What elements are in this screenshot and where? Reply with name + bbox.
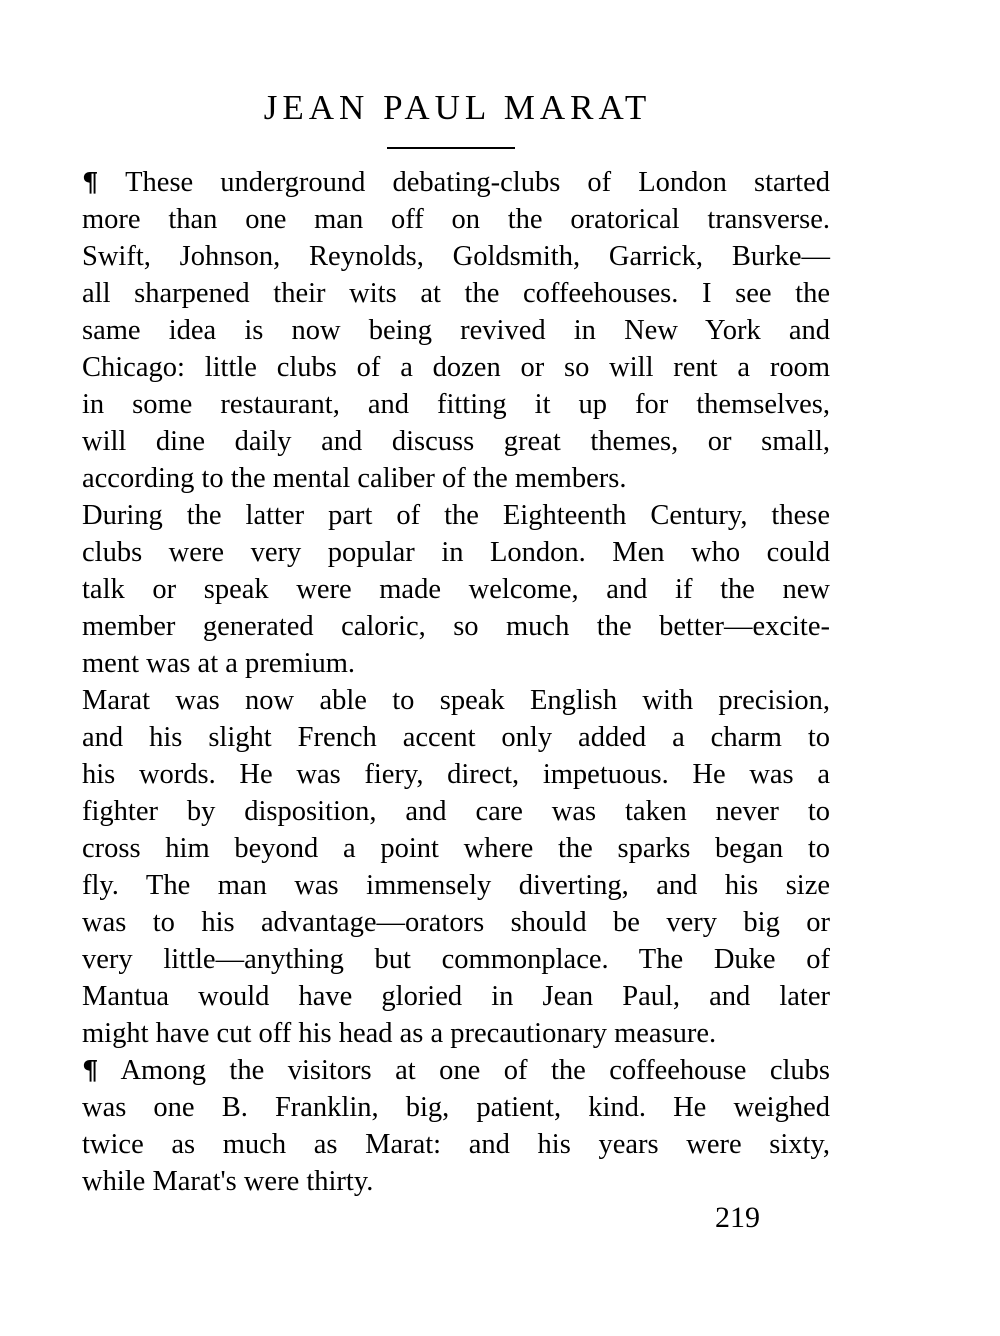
text-line (82, 756, 830, 793)
text-line (82, 719, 830, 756)
line-text: Marat was now able to speak English with precision, (82, 685, 830, 716)
running-title: JEAN PAUL MARAT (263, 88, 652, 127)
line-text: all sharpened their wits at the coffeehouses. I see the (82, 278, 830, 309)
line-text: and his slight French accent only added a charm to (82, 722, 830, 753)
paragraph (82, 497, 830, 682)
body-text (82, 164, 830, 1200)
text-line (82, 867, 830, 904)
line-text: These underground debating-clubs of London started (125, 167, 830, 198)
text-line (82, 645, 830, 682)
text-line (82, 349, 830, 386)
text-line (82, 460, 830, 497)
paragraph (82, 1052, 830, 1200)
page-number: 219 (715, 1201, 760, 1234)
text-line (82, 830, 830, 867)
text-line (82, 1089, 830, 1126)
line-text: will dine daily and discuss great themes, or small, (82, 426, 830, 457)
text-line (82, 497, 830, 534)
line-text: cross him beyond a point where the sparks began to (82, 833, 830, 864)
line-text: During the latter part of the Eighteenth Century, these (82, 500, 830, 531)
text-line (82, 1015, 830, 1052)
line-text: in some restaurant, and fitting it up for themselves, (82, 389, 830, 420)
line-text: very little—anything but commonplace. The Duke of (82, 944, 830, 975)
line-text: fighter by disposition, and care was taken never to (82, 796, 830, 827)
text-line (82, 423, 830, 460)
line-text: ment was at a premium. (82, 648, 356, 679)
line-text: twice as much as Marat: and his years were sixty, (82, 1129, 830, 1160)
title-rule (387, 147, 515, 149)
text-line (82, 1052, 830, 1089)
line-text: his words. He was fiery, direct, impetuous. He was a (82, 759, 830, 790)
text-line (82, 238, 830, 275)
text-line (82, 904, 830, 941)
text-line (82, 312, 830, 349)
text-line (82, 164, 830, 201)
paragraph (82, 682, 830, 1052)
text-line (82, 386, 830, 423)
line-text: fly. The man was immensely diverting, and his size (82, 870, 830, 901)
line-text: might have cut off his head as a precautionary measure. (82, 1018, 717, 1049)
text-line (82, 534, 830, 571)
line-text: clubs were very popular in London. Men who could (82, 537, 830, 568)
text-line (82, 1163, 830, 1200)
line-text: Chicago: little clubs of a dozen or so will rent a room (82, 352, 830, 383)
text-line (82, 275, 830, 312)
line-text: Swift, Johnson, Reynolds, Goldsmith, Garrick, Burke— (82, 241, 830, 272)
line-text: more than one man off on the oratorical transverse. (82, 204, 830, 235)
pilcrow-mark: ¶ (82, 168, 99, 198)
pilcrow-mark: ¶ (82, 1056, 99, 1086)
line-text: was one B. Franklin, big, patient, kind. He weighed (82, 1092, 830, 1123)
text-line (82, 978, 830, 1015)
line-text: talk or speak were made welcome, and if the new (82, 574, 830, 605)
line-text: Mantua would have gloried in Jean Paul, and later (82, 981, 830, 1012)
text-line (82, 201, 830, 238)
text-line (82, 608, 830, 645)
text-line (82, 793, 830, 830)
line-text: according to the mental caliber of the members. (82, 463, 627, 494)
line-text: same idea is now being revived in New York and (82, 315, 830, 346)
text-line (82, 941, 830, 978)
line-text: was to his advantage—orators should be very big or (82, 907, 830, 938)
line-text: member generated caloric, so much the better—excite- (82, 611, 830, 642)
line-text: while Marat's were thirty. (82, 1166, 374, 1197)
paragraph (82, 164, 830, 497)
text-line (82, 1126, 830, 1163)
text-line (82, 682, 830, 719)
text-line (82, 571, 830, 608)
line-text: Among the visitors at one of the coffeehouse clubs (120, 1055, 830, 1086)
